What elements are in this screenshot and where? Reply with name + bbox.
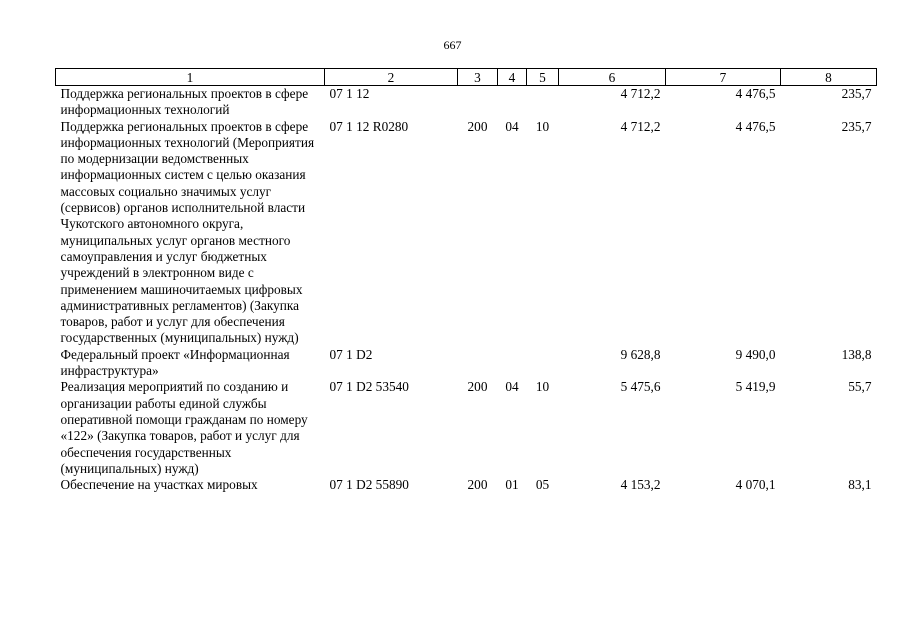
row-rz: 04 (505, 118, 519, 134)
row-code: 07 1 D2 53540 (329, 379, 409, 395)
table-row (56, 477, 877, 493)
row-name: Поддержка региональных проектов в сфере информационных технологий (60, 86, 309, 118)
column-header-5: 5 (527, 69, 559, 86)
table-row (56, 86, 877, 119)
row-value-8: 83,1 (848, 477, 872, 493)
row-rz (498, 86, 527, 119)
row-pr (527, 86, 559, 119)
row-vr (458, 347, 498, 380)
row-rz: 04 (505, 379, 519, 395)
row-value-6: 5 475,6 (620, 379, 661, 395)
row-value-7: 9 490,0 (735, 346, 776, 362)
column-header-4: 4 (498, 69, 527, 86)
column-header-8: 8 (781, 69, 877, 86)
row-value-7: 4 070,1 (735, 477, 776, 493)
row-value-7: 4 476,5 (735, 118, 776, 134)
column-header-3: 3 (458, 69, 498, 86)
row-value-8: 235,7 (841, 118, 872, 134)
row-code: 07 1 D2 55890 (329, 477, 409, 493)
row-value-7: 4 476,5 (735, 86, 776, 101)
budget-table (55, 68, 877, 493)
column-header-1: 1 (56, 69, 325, 86)
row-rz (498, 347, 527, 380)
row-value-6: 4 712,2 (620, 118, 661, 134)
row-value-8: 235,7 (841, 86, 872, 101)
row-code: 07 1 12 (329, 86, 370, 101)
column-header-2: 2 (325, 69, 458, 86)
row-code: 07 1 D2 (329, 346, 373, 362)
table-row (56, 119, 877, 347)
row-name: Федеральный проект «Информационная инфраструктура» (60, 346, 290, 379)
header-row (56, 69, 877, 86)
row-pr: 10 (535, 379, 550, 395)
row-code: 07 1 12 R0280 (329, 118, 409, 134)
row-vr: 200 (467, 477, 488, 493)
column-header-6: 6 (559, 69, 666, 86)
row-value-6: 4 153,2 (620, 477, 661, 493)
row-name: Реализация мероприятий по созданию и организации работы единой службы оперативной помощи гражданам по номеру «122» (Закупка товаров, работ и услуг для обеспечения государственных (муниципальных) нужд) (60, 379, 308, 476)
table-row (56, 379, 877, 477)
row-value-6: 9 628,8 (620, 346, 661, 362)
row-pr: 10 (535, 118, 550, 134)
row-name: Обеспечение на участках мировых (60, 477, 258, 493)
row-value-8: 55,7 (848, 379, 872, 395)
row-value-7: 5 419,9 (735, 379, 776, 395)
row-value-8: 138,8 (841, 346, 872, 362)
row-rz: 01 (505, 477, 519, 493)
row-vr (458, 86, 498, 119)
page-number: 667 (443, 38, 462, 52)
row-name: Поддержка региональных проектов в сфере информационных технологий (Мероприятия по модернизации ведомственных информационных систем с целью оказания массовых социально значимых услуг (сервисов) органов исполнительной власти Чукотского автономного округа, муниципальных услуг органов местного самоуправления и услуг бюджетных учреждений в электронном виде с применением машиночитаемых цифровых административных регламентов) (Закупка товаров, работ и услуг для обеспечения государственных (муниципальных) нужд) (60, 118, 315, 346)
row-vr: 200 (467, 118, 488, 134)
table-row (56, 347, 877, 380)
row-pr: 05 (535, 477, 550, 493)
row-pr (527, 347, 559, 380)
row-vr: 200 (467, 379, 488, 395)
column-header-7: 7 (666, 69, 781, 86)
row-value-6: 4 712,2 (620, 86, 661, 101)
